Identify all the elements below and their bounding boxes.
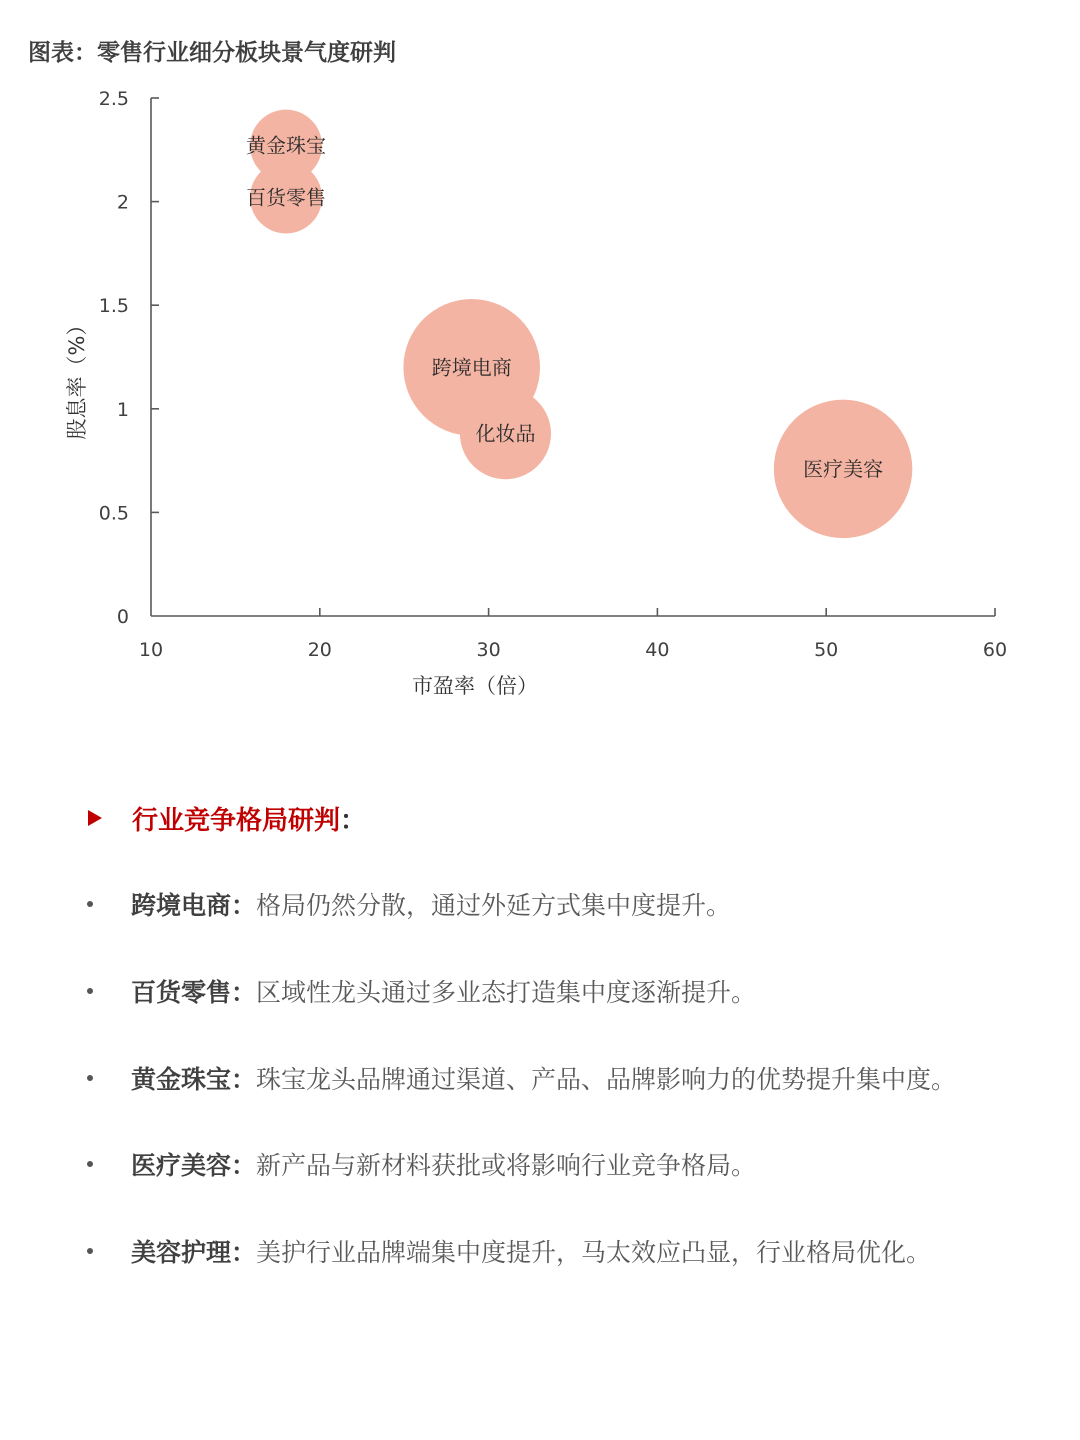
bullet-term: 美容护理： bbox=[131, 1238, 257, 1267]
bullet-dot-icon bbox=[87, 1075, 93, 1081]
section-colon: ： bbox=[340, 805, 367, 836]
y-tick-label: 2.5 bbox=[98, 88, 129, 110]
bubble-label: 医疗美容 bbox=[803, 456, 884, 481]
bullet-term: 百货零售： bbox=[131, 978, 257, 1007]
bullet-item bbox=[84, 1144, 756, 1184]
bullet-item bbox=[84, 1058, 956, 1098]
y-tick-label: 1 bbox=[116, 398, 129, 421]
chart-axes bbox=[65, 88, 1007, 698]
x-axis-title: 市盈率（倍） bbox=[412, 674, 538, 698]
x-tick-label: 20 bbox=[307, 639, 332, 661]
bubble-label: 黄金珠宝 bbox=[246, 133, 327, 158]
bubble-label: 化妆品 bbox=[475, 421, 536, 446]
y-tick-label: 0.5 bbox=[98, 502, 129, 525]
bullet-term: 黄金珠宝： bbox=[131, 1065, 257, 1094]
bullet-dot-icon bbox=[87, 901, 93, 907]
competition-analysis bbox=[84, 798, 1044, 1267]
x-tick-label: 10 bbox=[138, 639, 164, 661]
bullet-item bbox=[84, 1231, 931, 1271]
x-tick-label: 50 bbox=[814, 639, 839, 661]
arrow-right-icon bbox=[88, 810, 102, 826]
bullet-item bbox=[84, 884, 731, 924]
y-tick-label: 1.5 bbox=[98, 295, 129, 318]
bullet-desc: 新产品与新材料获批或将影响行业竞争格局。 bbox=[256, 1151, 757, 1180]
bullet-dot-icon bbox=[87, 1248, 93, 1254]
bullet-term: 医疗美容： bbox=[131, 1151, 257, 1180]
y-axis-title: 股息率（%） bbox=[65, 314, 89, 440]
x-tick-label: 40 bbox=[645, 639, 670, 661]
y-tick-label: 2 bbox=[116, 191, 129, 214]
bubble-chart bbox=[0, 70, 1080, 720]
bullet-dot-icon bbox=[87, 988, 93, 994]
bullet-item bbox=[84, 971, 756, 1011]
bullet-term: 跨境电商： bbox=[131, 891, 257, 920]
x-tick-label: 30 bbox=[476, 639, 501, 661]
section-title: 行业竞争格局研判 bbox=[132, 805, 341, 836]
bullet-desc: 区域性龙头通过多业态打造集中度逐渐提升。 bbox=[256, 978, 757, 1007]
chart-title: 图表：零售行业细分板块景气度研判 bbox=[28, 40, 396, 66]
bullet-desc: 珠宝龙头品牌通过渠道、产品、品牌影响力的优势提升集中度。 bbox=[256, 1065, 957, 1094]
bubble-label: 百货零售 bbox=[246, 185, 327, 210]
bubble-label: 跨境电商 bbox=[431, 355, 512, 380]
bullet-desc: 格局仍然分散，通过外延方式集中度提升。 bbox=[256, 891, 732, 920]
section-header bbox=[84, 798, 1044, 838]
bullet-desc: 美护行业品牌端集中度提升，马太效应凸显，行业格局优化。 bbox=[256, 1238, 932, 1267]
y-tick-label: 0 bbox=[116, 606, 129, 628]
x-tick-label: 60 bbox=[982, 639, 1008, 661]
bullet-dot-icon bbox=[87, 1161, 93, 1167]
